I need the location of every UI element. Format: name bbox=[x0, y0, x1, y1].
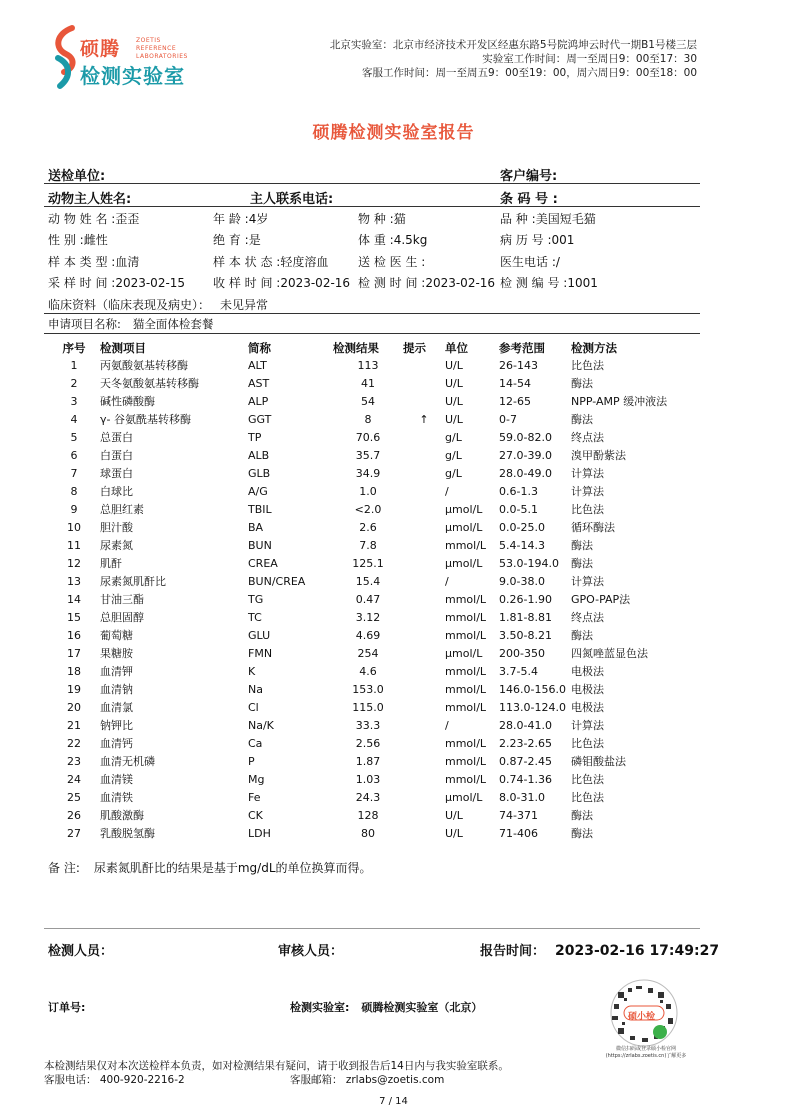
item-unit: μmol/L bbox=[445, 556, 483, 570]
row-index: 1 bbox=[70, 358, 78, 372]
item-name: 胆汁酸 bbox=[100, 521, 133, 534]
item-method: 磷钼酸盐法 bbox=[571, 755, 626, 768]
report-title: 硕腾检测实验室报告 bbox=[312, 123, 475, 143]
row-index: 27 bbox=[67, 826, 81, 840]
table-row bbox=[48, 680, 691, 698]
item-name: 钠钾比 bbox=[100, 719, 133, 732]
row-index: 14 bbox=[67, 592, 81, 606]
item-range: 14-54 bbox=[499, 376, 531, 390]
item-method: 电极法 bbox=[571, 701, 604, 714]
item-unit: / bbox=[445, 718, 449, 732]
remarks: 备 注: 尿素氮肌酐比的结果是基于mg/dL的单位换算而得。 bbox=[48, 861, 372, 875]
item-name: 血清无机磷 bbox=[100, 755, 155, 768]
item-abbr: ALT bbox=[248, 358, 267, 372]
item-result: 4.6 bbox=[359, 664, 377, 678]
item-unit: U/L bbox=[445, 412, 463, 426]
item-range: 27.0-39.0 bbox=[499, 448, 552, 462]
logo-mark-icon bbox=[50, 24, 80, 92]
table-row bbox=[48, 554, 691, 572]
item-range: 2.23-2.65 bbox=[499, 736, 552, 750]
item-flag bbox=[403, 806, 445, 824]
item-result: 153.0 bbox=[352, 682, 384, 696]
item-result: 1.0 bbox=[359, 484, 377, 498]
item-method: 酶法 bbox=[571, 377, 593, 390]
project-row: 申请项目名称: 猫全面体检套餐 bbox=[48, 317, 214, 331]
item-range: 28.0-41.0 bbox=[499, 718, 552, 732]
item-range: 0.6-1.3 bbox=[499, 484, 538, 498]
sender-label: 送检单位: bbox=[48, 169, 106, 184]
report-time: 报告时间： 2023-02-16 17:49:27 bbox=[480, 943, 720, 959]
item-method: 比色法 bbox=[571, 737, 604, 750]
item-range: 53.0-194.0 bbox=[499, 556, 559, 570]
item-range: 113.0-124.0 bbox=[499, 700, 566, 714]
item-method: 终点法 bbox=[571, 431, 604, 444]
item-range: 71-406 bbox=[499, 826, 538, 840]
table-row bbox=[48, 374, 691, 392]
item-name: 血清钙 bbox=[100, 737, 133, 750]
lab-info: 检测实验室: 硕腾检测实验室（北京） bbox=[290, 1001, 483, 1014]
row-index: 2 bbox=[70, 376, 78, 390]
item-name: 尿素氮肌酐比 bbox=[100, 575, 166, 588]
item-flag bbox=[403, 482, 445, 500]
item-range: 9.0-38.0 bbox=[499, 574, 545, 588]
email: 客服邮箱： zrlabs@zoetis.com bbox=[290, 1074, 445, 1086]
item-range: 8.0-31.0 bbox=[499, 790, 545, 804]
item-flag bbox=[403, 716, 445, 734]
col-header: 简称 bbox=[248, 340, 271, 355]
item-method: 比色法 bbox=[571, 359, 604, 372]
item-name: 丙氨酸氨基转移酶 bbox=[100, 359, 188, 372]
item-abbr: ALP bbox=[248, 394, 269, 408]
item-flag bbox=[403, 752, 445, 770]
item-flag bbox=[403, 446, 445, 464]
table-row bbox=[48, 770, 691, 788]
item-range: 3.50-8.21 bbox=[499, 628, 552, 642]
item-flag bbox=[403, 500, 445, 518]
item-name: 肌酐 bbox=[100, 557, 122, 570]
item-name: 乳酸脱氢酶 bbox=[100, 827, 155, 840]
item-range: 0.26-1.90 bbox=[499, 592, 552, 606]
row-index: 10 bbox=[67, 520, 81, 534]
item-unit: μmol/L bbox=[445, 790, 483, 804]
item-method: 循环酶法 bbox=[571, 521, 615, 534]
item-result: 0.47 bbox=[355, 592, 381, 606]
table-row bbox=[48, 500, 691, 518]
item-abbr: TP bbox=[248, 430, 262, 444]
table-row bbox=[48, 464, 691, 482]
divider bbox=[44, 928, 700, 929]
col-header: 参考范围 bbox=[499, 340, 545, 355]
table-row bbox=[48, 428, 691, 446]
item-name: 肌酸激酶 bbox=[100, 809, 144, 822]
item-range: 1.81-8.81 bbox=[499, 610, 552, 624]
logo-cn-bottom: 检测实验室 bbox=[80, 64, 185, 88]
item-abbr: BUN/CREA bbox=[248, 574, 306, 588]
item-method: 计算法 bbox=[571, 467, 604, 480]
table-row bbox=[48, 518, 691, 536]
item-abbr: GLB bbox=[248, 466, 271, 480]
item-unit: U/L bbox=[445, 808, 463, 822]
table-row bbox=[48, 752, 691, 770]
item-name: 葡萄糖 bbox=[100, 629, 133, 642]
owner-phone-label: 主人联系电话: bbox=[250, 192, 334, 207]
item-unit: U/L bbox=[445, 826, 463, 840]
row-index: 6 bbox=[70, 448, 78, 462]
qr-badge: 硕小检 bbox=[628, 1012, 656, 1022]
item-flag bbox=[403, 644, 445, 662]
item-unit: mmol/L bbox=[445, 538, 487, 552]
item-result: 128 bbox=[357, 808, 379, 822]
hotline: 客服电话： 400-920-2216-2 bbox=[44, 1074, 185, 1086]
service-hours: 客服工作时间：周一至周五9：00至19：00，周六周日9：00至18：00 bbox=[361, 67, 697, 79]
header-info bbox=[277, 38, 697, 80]
item-result: 34.9 bbox=[355, 466, 381, 480]
row-index: 26 bbox=[67, 808, 81, 822]
item-name: 天冬氨酸氨基转移酶 bbox=[100, 377, 199, 390]
item-unit: g/L bbox=[445, 466, 462, 480]
item-unit: μmol/L bbox=[445, 520, 483, 534]
item-flag bbox=[403, 770, 445, 788]
item-abbr: Na/K bbox=[248, 718, 274, 732]
table-row bbox=[48, 608, 691, 626]
item-abbr: ALB bbox=[248, 448, 270, 462]
item-flag: ↑ bbox=[419, 412, 429, 426]
table-row bbox=[48, 716, 691, 734]
item-range: 59.0-82.0 bbox=[499, 430, 552, 444]
item-flag bbox=[403, 374, 445, 392]
item-result: 8 bbox=[364, 412, 372, 426]
item-result: 2.56 bbox=[355, 736, 381, 750]
table-row bbox=[48, 734, 691, 752]
row-index: 22 bbox=[67, 736, 81, 750]
item-flag bbox=[403, 590, 445, 608]
item-flag bbox=[403, 518, 445, 536]
item-method: 计算法 bbox=[571, 719, 604, 732]
item-range: 146.0-156.0 bbox=[499, 682, 566, 696]
item-name: 尿素氮 bbox=[100, 539, 133, 552]
item-unit: / bbox=[445, 484, 449, 498]
divider bbox=[44, 333, 700, 334]
item-flag bbox=[403, 428, 445, 446]
item-result: 4.69 bbox=[355, 628, 381, 642]
item-abbr: Cl bbox=[248, 700, 259, 714]
row-index: 11 bbox=[67, 538, 81, 552]
item-abbr: GLU bbox=[248, 628, 271, 642]
row-index: 23 bbox=[67, 754, 81, 768]
row-index: 3 bbox=[70, 394, 78, 408]
item-name: 白蛋白 bbox=[100, 449, 133, 462]
item-name: 血清铁 bbox=[100, 791, 133, 804]
item-name: 血清氯 bbox=[100, 701, 133, 714]
item-result: 3.12 bbox=[355, 610, 381, 624]
item-abbr: TG bbox=[248, 592, 264, 606]
item-method: 终点法 bbox=[571, 611, 604, 624]
item-method: 酶法 bbox=[571, 809, 593, 822]
reviewer-label: 审核人员： bbox=[278, 944, 344, 959]
table-row bbox=[48, 824, 691, 842]
row-index: 17 bbox=[67, 646, 81, 660]
item-flag bbox=[403, 464, 445, 482]
table-row bbox=[48, 806, 691, 824]
item-range: 200-350 bbox=[499, 646, 545, 660]
row-index: 7 bbox=[70, 466, 78, 480]
customer-no-label: 客户编号: bbox=[500, 169, 558, 184]
table-row bbox=[48, 698, 691, 716]
item-abbr: K bbox=[248, 664, 256, 678]
item-abbr: Mg bbox=[248, 772, 265, 786]
item-range: 0.0-5.1 bbox=[499, 502, 538, 516]
item-unit: μmol/L bbox=[445, 646, 483, 660]
col-header: 提示 bbox=[403, 340, 426, 355]
col-header: 检测结果 bbox=[333, 340, 379, 355]
item-flag bbox=[403, 572, 445, 590]
lab-hours: 实验室工作时间：周一至周日9：00至17：30 bbox=[482, 53, 697, 65]
item-abbr: CREA bbox=[248, 556, 278, 570]
item-unit: mmol/L bbox=[445, 700, 487, 714]
row-index: 25 bbox=[67, 790, 81, 804]
item-unit: U/L bbox=[445, 394, 463, 408]
item-unit: mmol/L bbox=[445, 628, 487, 642]
item-unit: / bbox=[445, 574, 449, 588]
item-result: 1.87 bbox=[355, 754, 381, 768]
item-range: 12-65 bbox=[499, 394, 531, 408]
logo-en: ZOETIS REFERENCE LABORATORIES bbox=[136, 37, 188, 60]
order-label: 订单号: bbox=[48, 1001, 86, 1014]
item-result: 24.3 bbox=[355, 790, 381, 804]
item-unit: mmol/L bbox=[445, 754, 487, 768]
row-index: 16 bbox=[67, 628, 81, 642]
item-range: 74-371 bbox=[499, 808, 538, 822]
item-unit: U/L bbox=[445, 358, 463, 372]
item-flag bbox=[403, 536, 445, 554]
row-index: 5 bbox=[70, 430, 78, 444]
item-range: 26-143 bbox=[499, 358, 538, 372]
item-method: 比色法 bbox=[571, 791, 604, 804]
divider bbox=[44, 183, 700, 184]
table-header bbox=[48, 339, 691, 356]
item-result: 125.1 bbox=[352, 556, 384, 570]
row-index: 8 bbox=[70, 484, 78, 498]
item-unit: U/L bbox=[445, 376, 463, 390]
item-range: 0.74-1.36 bbox=[499, 772, 552, 786]
item-range: 0-7 bbox=[499, 412, 517, 426]
item-abbr: AST bbox=[248, 376, 270, 390]
item-name: γ- 谷氨酰基转移酶 bbox=[100, 413, 191, 426]
item-abbr: Ca bbox=[248, 736, 263, 750]
item-unit: mmol/L bbox=[445, 682, 487, 696]
col-header: 序号 bbox=[62, 340, 86, 355]
item-abbr: CK bbox=[248, 808, 263, 822]
item-name: 血清钾 bbox=[100, 665, 133, 678]
item-unit: μmol/L bbox=[445, 502, 483, 516]
row-index: 9 bbox=[70, 502, 78, 516]
item-method: 酶法 bbox=[571, 413, 593, 426]
item-unit: g/L bbox=[445, 430, 462, 444]
item-range: 3.7-5.4 bbox=[499, 664, 538, 678]
item-result: 54 bbox=[361, 394, 375, 408]
page-number: 7 / 14 bbox=[379, 1096, 408, 1107]
divider bbox=[44, 313, 700, 314]
row-index: 4 bbox=[70, 412, 78, 426]
item-abbr: A/G bbox=[248, 484, 268, 498]
item-unit: mmol/L bbox=[445, 610, 487, 624]
item-flag bbox=[403, 698, 445, 716]
tester-label: 检测人员： bbox=[48, 944, 114, 959]
qr-caption: 微信扫码或登录硕小检官网 (https://zrlabs.zoetis.cn)了解更多 bbox=[605, 1046, 687, 1059]
item-abbr: FMN bbox=[248, 646, 273, 660]
lab-address: 北京实验室：北京市经济技术开发区经惠东路5号院鸿坤云时代一期B1号楼三层 bbox=[329, 39, 697, 51]
item-name: 血清镁 bbox=[100, 773, 133, 786]
item-result: 15.4 bbox=[355, 574, 381, 588]
col-header: 单位 bbox=[445, 340, 468, 355]
item-name: 总胆红素 bbox=[100, 503, 144, 516]
item-result: <2.0 bbox=[354, 502, 382, 516]
item-result: 7.8 bbox=[359, 538, 377, 552]
item-abbr: BUN bbox=[248, 538, 272, 552]
item-unit: mmol/L bbox=[445, 736, 487, 750]
item-result: 113 bbox=[357, 358, 379, 372]
item-name: 血清钠 bbox=[100, 683, 133, 696]
row-index: 21 bbox=[67, 718, 81, 732]
table-row bbox=[48, 590, 691, 608]
item-method: 溴甲酚紫法 bbox=[571, 449, 626, 462]
item-name: 甘油三酯 bbox=[100, 593, 144, 606]
item-name: 白球比 bbox=[100, 485, 133, 498]
item-method: 四氮唑蓝显色法 bbox=[571, 647, 648, 660]
table-row bbox=[48, 572, 691, 590]
item-unit: mmol/L bbox=[445, 664, 487, 678]
item-flag bbox=[403, 608, 445, 626]
item-result: 41 bbox=[361, 376, 375, 390]
item-abbr: BA bbox=[248, 520, 264, 534]
item-method: 比色法 bbox=[571, 503, 604, 516]
item-name: 碱性磷酸酶 bbox=[100, 395, 155, 408]
item-abbr: P bbox=[248, 754, 255, 768]
table-row bbox=[48, 356, 691, 374]
item-range: 0.0-25.0 bbox=[499, 520, 545, 534]
qr-code bbox=[600, 978, 688, 1066]
table-row bbox=[48, 644, 691, 662]
table-row bbox=[48, 410, 691, 428]
table-row bbox=[48, 662, 691, 680]
col-header: 检测方法 bbox=[571, 340, 617, 355]
item-flag bbox=[403, 356, 445, 374]
item-unit: mmol/L bbox=[445, 592, 487, 606]
item-range: 0.87-2.45 bbox=[499, 754, 552, 768]
table-row bbox=[48, 446, 691, 464]
table-row bbox=[48, 788, 691, 806]
row-index: 13 bbox=[67, 574, 81, 588]
owner-name-label: 动物主人姓名: bbox=[48, 192, 132, 207]
item-result: 35.7 bbox=[355, 448, 381, 462]
item-abbr: Fe bbox=[248, 790, 261, 804]
item-result: 33.3 bbox=[355, 718, 381, 732]
item-abbr: LDH bbox=[248, 826, 271, 840]
item-abbr: Na bbox=[248, 682, 263, 696]
item-method: 比色法 bbox=[571, 773, 604, 786]
item-name: 总胆固醇 bbox=[100, 611, 144, 624]
item-abbr: GGT bbox=[248, 412, 272, 426]
item-result: 70.6 bbox=[355, 430, 381, 444]
item-unit: mmol/L bbox=[445, 772, 487, 786]
item-method: 酶法 bbox=[571, 827, 593, 840]
item-method: NPP-AMP 缓冲液法 bbox=[571, 395, 668, 408]
item-name: 总蛋白 bbox=[100, 431, 133, 444]
item-method: 计算法 bbox=[571, 485, 604, 498]
item-method: 酶法 bbox=[571, 539, 593, 552]
logo-cn-top: 硕腾 bbox=[80, 38, 121, 60]
item-method: 酶法 bbox=[571, 629, 593, 642]
item-flag bbox=[403, 680, 445, 698]
item-flag bbox=[403, 662, 445, 680]
item-flag bbox=[403, 824, 445, 842]
item-method: 电极法 bbox=[571, 665, 604, 678]
disclaimer: 本检测结果仅对本次送检样本负责，如对检测结果有疑问，请于收到报告后14日内与我实验室联系。 bbox=[44, 1060, 509, 1072]
item-flag bbox=[403, 626, 445, 644]
item-method: GPO-PAP法 bbox=[571, 593, 631, 606]
col-header: 检测项目 bbox=[100, 340, 146, 355]
item-method: 酶法 bbox=[571, 557, 593, 570]
item-flag bbox=[403, 392, 445, 410]
item-range: 5.4-14.3 bbox=[499, 538, 545, 552]
item-unit: g/L bbox=[445, 448, 462, 462]
item-result: 254 bbox=[357, 646, 379, 660]
results-table bbox=[48, 339, 691, 842]
row-index: 18 bbox=[67, 664, 81, 678]
table-row bbox=[48, 482, 691, 500]
item-result: 2.6 bbox=[359, 520, 377, 534]
item-flag bbox=[403, 734, 445, 752]
row-index: 19 bbox=[67, 682, 81, 696]
row-index: 24 bbox=[67, 772, 81, 786]
item-flag bbox=[403, 554, 445, 572]
table-row bbox=[48, 392, 691, 410]
item-range: 28.0-49.0 bbox=[499, 466, 552, 480]
item-method: 计算法 bbox=[571, 575, 604, 588]
row-index: 12 bbox=[67, 556, 81, 570]
row-index: 20 bbox=[67, 700, 81, 714]
item-name: 球蛋白 bbox=[100, 467, 133, 480]
item-abbr: TC bbox=[248, 610, 262, 624]
item-result: 80 bbox=[361, 826, 375, 840]
item-result: 1.03 bbox=[355, 772, 381, 786]
barcode-label: 条 码 号 : bbox=[500, 192, 558, 207]
table-row bbox=[48, 626, 691, 644]
item-result: 115.0 bbox=[352, 700, 384, 714]
table-row bbox=[48, 536, 691, 554]
item-abbr: TBIL bbox=[248, 502, 272, 516]
item-flag bbox=[403, 788, 445, 806]
row-index: 15 bbox=[67, 610, 81, 624]
zoetis-logo bbox=[50, 24, 190, 94]
item-name: 果糖胺 bbox=[100, 647, 133, 660]
item-method: 电极法 bbox=[571, 683, 604, 696]
divider bbox=[44, 206, 700, 207]
